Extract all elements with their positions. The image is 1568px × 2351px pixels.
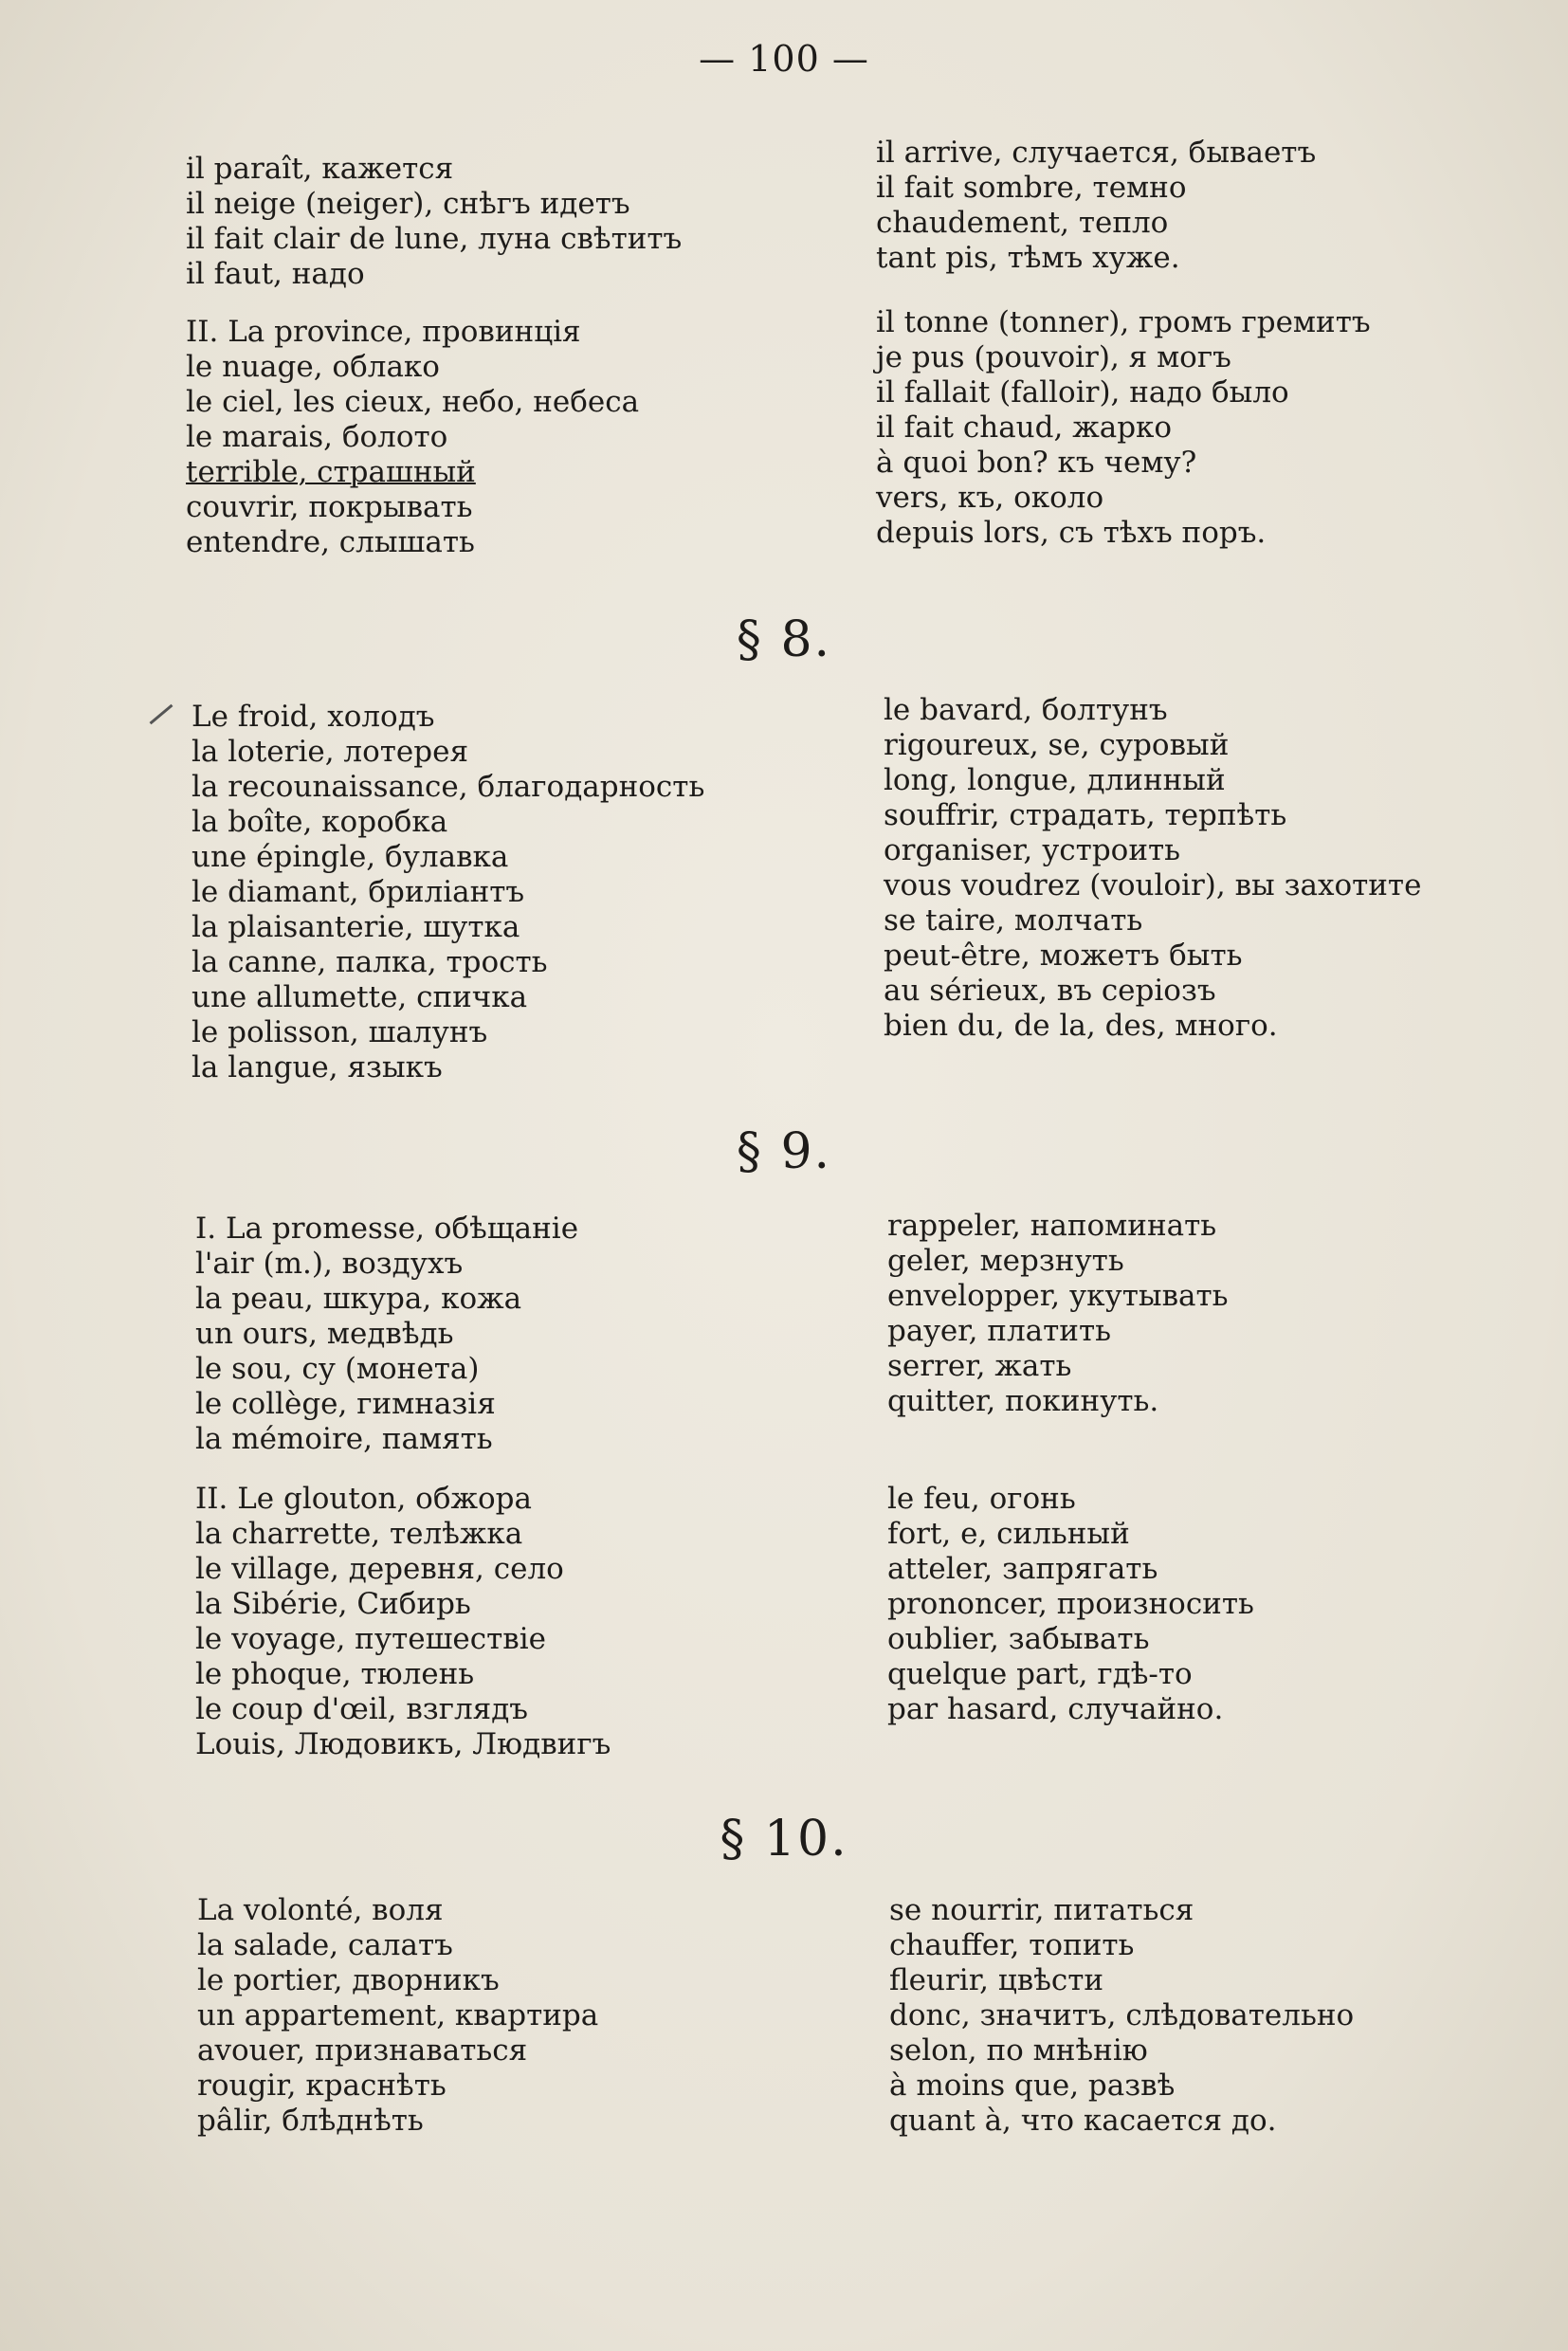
vocab-entry: le ciel, les cieux, небо, небеса [186,385,640,419]
vocab-entry: II. La province, провинція [186,315,581,349]
vocab-entry: serrer, жать [887,1349,1072,1383]
vocab-entry: pâlir, блѣднѣть [197,2104,424,2138]
vocab-entry: un appartement, квартира [197,1998,599,2032]
vocab-entry: il fait clair de lune, луна свѣтитъ [186,222,683,256]
vocab-entry: terrible, страшный [186,455,476,489]
vocab-entry: il arrive, случается, бываетъ [876,136,1317,170]
vocab-entry: la plaisanterie, шутка [191,910,520,944]
vocab-list-s9-right-b [887,1482,1254,1727]
vocab-entry: le polisson, шалунъ [191,1015,488,1049]
vocab-entry: donc, значитъ, слѣдовательно [889,1998,1355,2032]
vocab-entry: la salade, салатъ [197,1928,453,1962]
vocab-entry: il neige (neiger), снѣгъ идетъ [186,187,630,221]
vocab-entry: se taire, молчать [884,903,1143,938]
vocab-entry: avouer, признаваться [197,2033,528,2068]
vocab-entry: la boîte, коробка [191,805,448,839]
vocab-entry: souffrir, страдать, терпѣть [884,798,1287,832]
vocab-list-top-right-a [876,136,1316,276]
vocab-entry: tant pis, тѣмъ хуже. [876,241,1180,275]
vocab-entry: la recounaissance, благодарность [191,770,705,804]
vocab-entry: le marais, болото [186,420,448,454]
vocab-entry: La volonté, воля [197,1893,444,1927]
vocab-entry: rougir, краснѣть [197,2069,447,2103]
vocab-entry: oublier, забывать [887,1622,1150,1656]
vocab-entry: selon, по мнѣнію [889,2033,1148,2068]
vocab-list-top-left-a [186,152,682,292]
vocab-entry: atteler, запрягать [887,1552,1158,1586]
vocab-entry: je pus (pouvoir), я могъ [876,340,1231,374]
vocab-entry: le portier, дворникъ [197,1963,500,1997]
vocab-entry: le coup d'œil, взглядъ [195,1692,529,1726]
vocab-entry: chaudement, тепло [876,206,1169,240]
vocab-entry: quelque part, гдѣ-то [887,1657,1193,1691]
vocab-entry: un ours, медвѣдь [195,1317,454,1351]
vocab-entry: vous voudrez (vouloir), вы захотите [884,868,1422,902]
vocab-entry: se nourrir, питаться [889,1893,1194,1927]
vocab-entry: chauffer, топить [889,1928,1135,1962]
vocab-entry: l'air (m.), воздухъ [195,1247,464,1281]
vocab-list-top-right-b [876,305,1371,551]
vocab-entry: la canne, палка, трость [191,945,548,979]
vocab-entry: il fait sombre, темно [876,171,1187,205]
vocab-entry: fort, e, сильный [887,1517,1130,1551]
vocab-entry: la peau, шкура, кожа [195,1282,522,1316]
vocab-entry: le feu, огонь [887,1482,1076,1516]
vocab-list-s8-right [884,693,1421,1044]
vocab-entry: prononcer, произносить [887,1587,1254,1621]
vocab-entry: bien du, de la, des, много. [884,1009,1278,1043]
vocab-list-s9-left-b [195,1482,611,1762]
vocab-entry: le diamant, бриліантъ [191,875,525,909]
vocab-entry: organiser, устроить [884,833,1181,867]
vocab-list-s9-left-a [195,1212,578,1457]
vocab-entry: par hasard, случайно. [887,1692,1224,1726]
vocab-list-top-left-b [186,315,639,560]
vocab-entry: à moins que, развѣ [889,2069,1176,2103]
vocab-entry: il faut, надо [186,257,365,291]
vocab-entry: le village, деревня, село [195,1552,564,1586]
vocab-entry: la mémoire, память [195,1422,493,1456]
vocab-entry: le sou, су (монета) [195,1352,480,1386]
vocab-entry: depuis lors, съ тѣхъ поръ. [876,516,1267,550]
vocab-entry: geler, мерзнуть [887,1244,1124,1278]
vocab-entry: quant à, что касается до. [889,2104,1277,2138]
vocab-entry: entendre, слышать [186,525,475,559]
vocab-entry: la charrette, телѣжка [195,1517,523,1551]
vocab-list-s10-left [197,1893,598,2139]
vocab-entry: il fallait (falloir), надо было [876,375,1289,410]
vocab-entry: Louis, Людовикъ, Людвигъ [195,1727,611,1761]
vocab-entry: le phoque, тюлень [195,1657,475,1691]
vocab-entry: rappeler, напоминать [887,1209,1217,1243]
vocab-entry: le bavard, болтунъ [884,693,1168,727]
vocab-entry: la Sibérie, Сибирь [195,1587,471,1621]
vocab-entry: II. Le glouton, обжора [195,1482,533,1516]
vocab-list-s10-right [889,1893,1354,2139]
vocab-entry: payer, платить [887,1314,1111,1348]
page-number: — 100 — [699,38,869,80]
vocab-entry: envelopper, укутывать [887,1279,1229,1313]
vocab-entry: couvrir, покрывать [186,490,473,524]
vocab-entry: long, longue, длинный [884,763,1226,797]
vocab-entry: vers, къ, около [876,481,1104,515]
vocab-entry: rigoureux, se, суровый [884,728,1230,762]
vocab-entry: peut-être, можетъ быть [884,939,1243,973]
vocab-entry: une allumette, спичка [191,980,528,1014]
vocab-list-s9-right-a [887,1209,1229,1419]
vocab-entry: à quoi bon? къ чему? [876,446,1197,480]
vocab-list-s8-left [191,700,704,1085]
section-heading-10: § 10. [720,1811,848,1868]
vocab-entry: le collège, гимназія [195,1387,496,1421]
vocab-entry: le nuage, облако [186,350,440,384]
pencil-mark [150,704,173,725]
vocab-entry: Le froid, холодъ [191,700,435,734]
vocab-entry: quitter, покинуть. [887,1384,1159,1418]
vocab-entry: il fait chaud, жарко [876,410,1173,445]
vocab-entry: fleurir, цвѣсти [889,1963,1104,1997]
section-heading-9: § 9. [736,1123,832,1180]
vocab-entry: au sérieux, въ серіозъ [884,974,1216,1008]
vocab-entry: le voyage, путешествіе [195,1622,546,1656]
vocab-entry: il tonne (tonner), громъ гремитъ [876,305,1371,339]
vocab-entry: la langue, языкъ [191,1050,443,1084]
vocab-entry: la loterie, лотерея [191,735,469,769]
vocab-entry: il paraît, кажется [186,152,454,186]
vocab-entry: I. La promesse, обѣщаніе [195,1212,579,1246]
section-heading-8: § 8. [736,611,832,668]
vocab-entry: une épingle, булавка [191,840,509,874]
